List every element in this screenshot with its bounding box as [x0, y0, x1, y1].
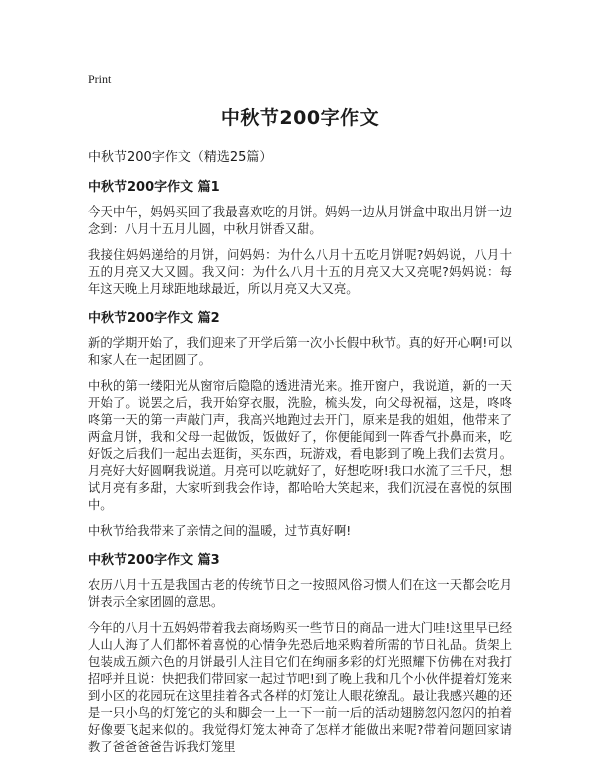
page-title: 中秋节200字作文 [220, 107, 380, 129]
paragraph: 中秋的第一缕阳光从窗帘后隐隐的透进清光来。推开窗户，我说道，新的一天开始了。说罢之后，我开始穿衣服，洗脸，梳头发，向父母祝福，这是，咚咚咚第一天的第一声敲门声，我高兴地跑过去开门，原来是我的姐姐，他带来了两盒月饼，我和父母一起做饭，饭做好了，你便能闻到一阵香气扑鼻而来，吃好饭之后我们一起出去逛街，买东西，玩游戏，看电影到了晚上我们去赏月。月亮好大好圆啊我说道。月亮可以吃就好了，好想吃呀!我口水流了三千尺，想试月亮有多甜，大家听到我会作诗，都哈哈大笑起来，我们沉浸在喜悦的氛围中。 [88, 379, 512, 512]
paragraph: 今年的八月十五妈妈带着我去商场购买一些节日的商品一进大门哇!这里早已经人山人海了人们都怀着喜悦的心情争先恐后地采购着所需的节日礼品。货架上包装成五颜六色的月饼最引人注目它们在绚丽多彩的灯光照耀下仿佛在对我打招呼并且说：快把我们带回家一起过节吧!到了晚上我和几个小伙伴提着灯笼来到小区的花园玩在这里挂着各式各样的灯笼让人眼花缭乱。最让我感兴趣的还是一只小鸟的灯笼它的头和脚会一上一下一前一后的活动翅膀忽闪忽闪的拍着好像要飞起来似的。我觉得灯笼太神奇了怎样才能做出来呢?带着问题回家请教了爸爸爸爸告诉我灯笼里 [88, 621, 512, 754]
section-heading: 中秋节200字作文 篇3 [88, 553, 220, 568]
essay-section-3 [88, 549, 512, 756]
print-label[interactable]: Print [88, 72, 112, 86]
paragraph: 中秋节给我带来了亲情之间的温暖，过节真好啊! [88, 524, 352, 538]
paragraph: 农历八月十五是我国古老的传统节日之一按照风俗习惯人们在这一天都会吃月饼表示全家团圆的意思。 [88, 578, 512, 609]
section-heading: 中秋节200字作文 篇2 [88, 311, 220, 326]
paragraph: 我接住妈妈递给的月饼，问妈妈：为什么八月十五吃月饼呢?妈妈说，八月十五的月亮又大又圆。我又问：为什么八月十五的月亮又大又亮呢?妈妈说：每年这天晚上月球距地球最近，所以月亮又大又亮。 [88, 248, 512, 296]
paragraph: 今天中午，妈妈买回了我最喜欢吃的月饼。妈妈一边从月饼盒中取出月饼一边念到：八月十五月儿圆，中秋月饼香又甜。 [88, 205, 512, 236]
document-subtitle: 中秋节200字作文（精选25篇） [88, 150, 273, 165]
essay-section-2 [88, 307, 512, 540]
essay-section-1 [88, 176, 512, 298]
paragraph: 新的学期开始了，我们迎来了开学后第一次小长假中秋节。真的好开心啊!可以和家人在一起团圆了。 [88, 336, 512, 367]
section-heading: 中秋节200字作文 篇1 [88, 180, 220, 195]
